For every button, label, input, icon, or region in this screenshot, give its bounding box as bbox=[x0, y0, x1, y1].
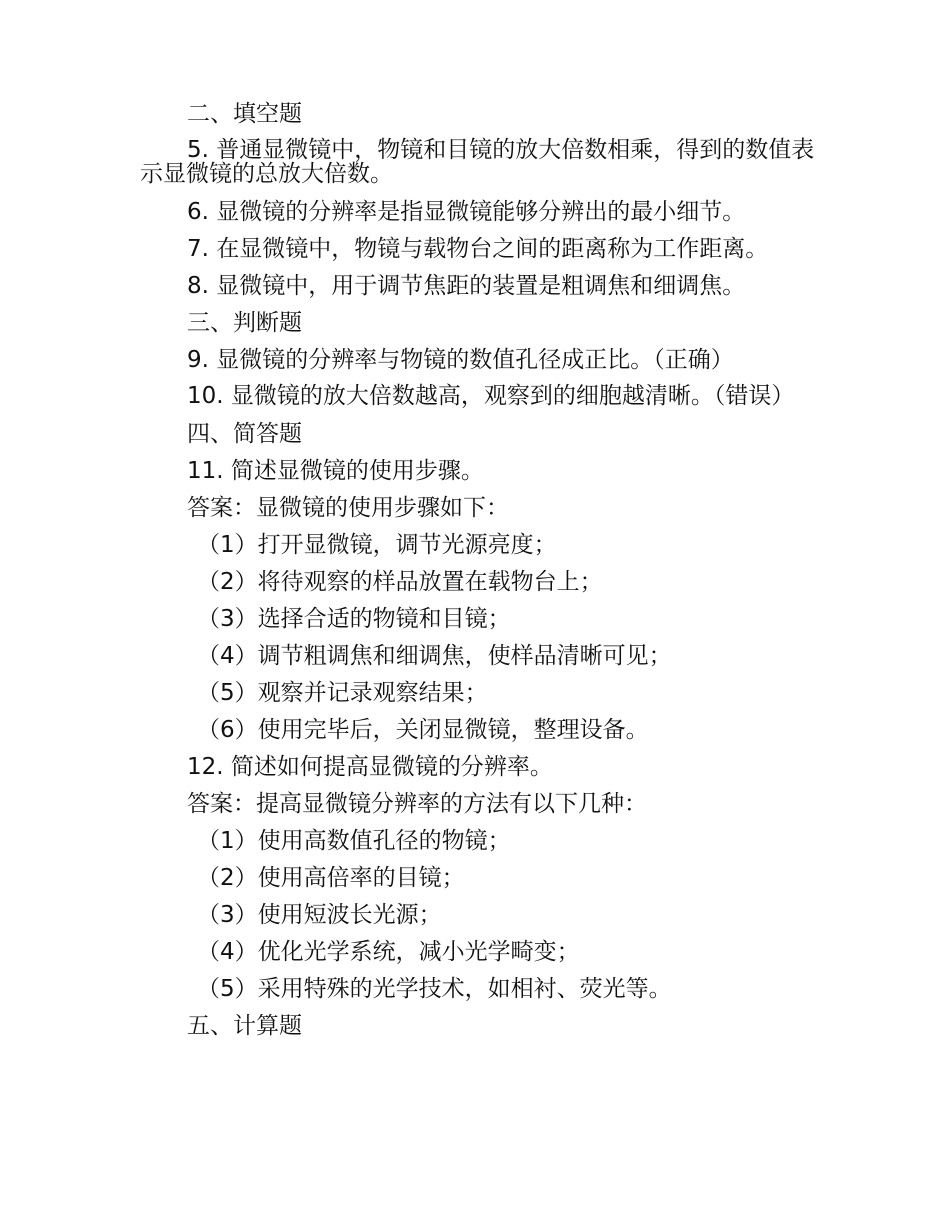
answer-12-step: （1）使用高数值孔径的物镜； bbox=[197, 828, 511, 854]
answer-11-step: （5）观察并记录观察结果； bbox=[197, 680, 488, 706]
document-page bbox=[140, 101, 820, 1050]
question-8: 8. 显微镜中，用于调节焦距的装置是粗调焦和细调焦。 bbox=[187, 273, 746, 299]
question-7: 7. 在显微镜中，物镜与载物台之间的距离称为工作距离。 bbox=[187, 236, 769, 262]
question-6: 6. 显微镜的分辨率是指显微镜能够分辨出的最小细节。 bbox=[187, 199, 746, 225]
answer-12-step: （5）采用特殊的光学技术，如相衬、荧光等。 bbox=[197, 976, 672, 1002]
answer-12-step: （4）优化光学系统，减小光学畸变； bbox=[197, 939, 580, 965]
answer-11-step: （4）调节粗调焦和细调焦，使样品清晰可见； bbox=[197, 643, 672, 669]
answer-12-intro: 答案：提高显微镜分辨率的方法有以下几种： bbox=[187, 791, 647, 817]
section-heading-short-answer: 四、简答题 bbox=[187, 421, 302, 447]
question-11: 11. 简述显微镜的使用步骤。 bbox=[187, 458, 484, 484]
answer-11-intro: 答案：显微镜的使用步骤如下： bbox=[187, 495, 509, 521]
question-5: 5. 普通显微镜中，物镜和目镜的放大倍数相乘，得到的数值表示显微镜的总放大倍数。 bbox=[140, 137, 815, 187]
section-heading-fill-blank: 二、填空题 bbox=[187, 101, 302, 127]
question-9: 9. 显微镜的分辨率与物镜的数值孔径成正比。（正确） bbox=[187, 347, 734, 373]
question-12: 12. 简述如何提高显微镜的分辨率。 bbox=[187, 754, 553, 780]
section-heading-judge: 三、判断题 bbox=[187, 310, 302, 336]
answer-12-step: （2）使用高倍率的目镜； bbox=[197, 865, 465, 891]
answer-11-step: （1）打开显微镜，调节光源亮度； bbox=[197, 532, 557, 558]
question-10: 10. 显微镜的放大倍数越高，观察到的细胞越清晰。（错误） bbox=[187, 383, 795, 409]
answer-11-step: （2）将待观察的样品放置在载物台上； bbox=[197, 569, 603, 595]
answer-11-step: （3）选择合适的物镜和目镜； bbox=[197, 606, 511, 632]
answer-12-step: （3）使用短波长光源； bbox=[197, 902, 442, 928]
section-heading-calc: 五、计算题 bbox=[187, 1013, 302, 1039]
answer-11-step: （6）使用完毕后，关闭显微镜，整理设备。 bbox=[197, 717, 649, 743]
